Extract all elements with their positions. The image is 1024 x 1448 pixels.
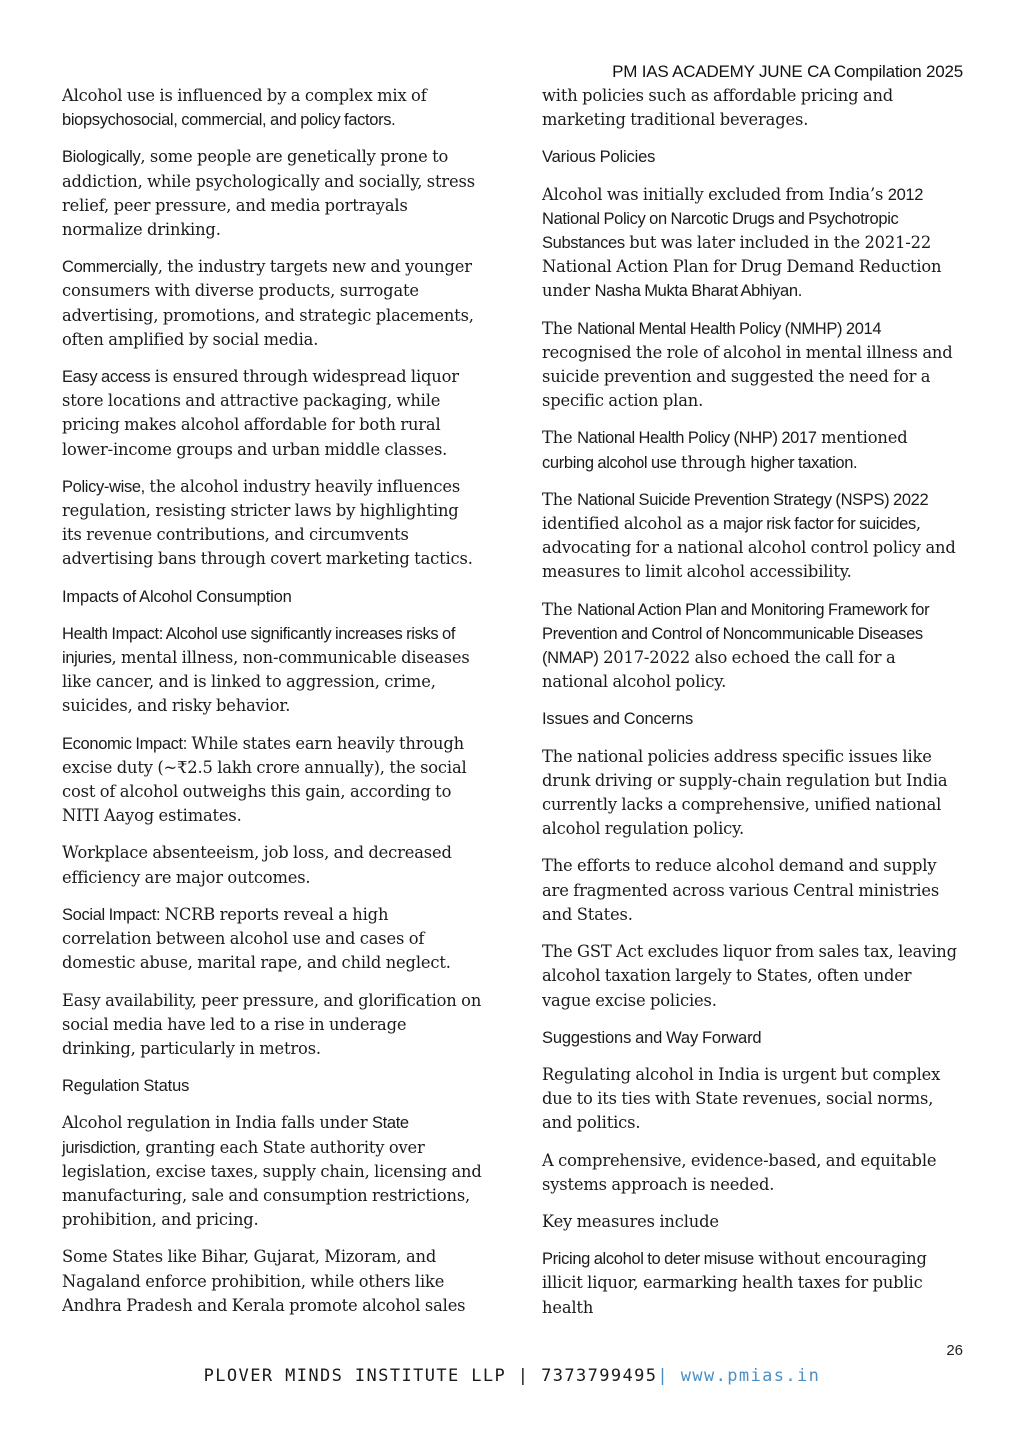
various-policies-heading: Various Policies (542, 148, 656, 167)
continuation-paragraph: with policies such as affordable pricing and marketing traditional beverages. (542, 86, 894, 130)
footer-separator: | (657, 1366, 681, 1386)
right-column (542, 84, 962, 1333)
issues-paragraph-3: The GST Act excludes liquor from sales tax, leaving alcohol taxation largely to States, often under vague excise policies. (542, 942, 957, 1010)
issues-paragraph-2: The efforts to reduce alcohol demand and supply are fragmented across various Central ministries and States. (542, 856, 940, 924)
footer-institute: PLOVER MINDS INSTITUTE LLP | 7373799495 (203, 1366, 658, 1386)
regulation-heading: Regulation Status (62, 1077, 190, 1096)
economic-impact-paragraph: Economic Impact: While states earn heavily through excise duty (~₹2.5 lakh crore annually), the social cost of alcohol outweighs this gain, according to NITI Aayog estimates. (62, 733, 467, 826)
suggestions-paragraph-3: Key measures include (542, 1211, 719, 1231)
regulation-paragraph: Alcohol regulation in India falls under State jurisdiction, granting each State authority over legislation, excise taxes, supply chain, licensing and manufacturing, sale and consumption restrictions, prohibition, and pricing. (62, 1113, 482, 1230)
policy-wise-paragraph: Policy-wise, the alcohol industry heavily influences regulation, resisting stricter laws by highlighting its revenue contributions, and circumvents advertising bans through covert marketing tactics. (62, 476, 473, 569)
workplace-paragraph: Workplace absenteeism, job loss, and decreased efficiency are major outcomes. (62, 843, 452, 887)
suggestions-paragraph-2: A comprehensive, evidence-based, and equitable systems approach is needed. (542, 1150, 937, 1194)
easy-access-paragraph: Easy access is ensured through widespread liquor store locations and attractive packaging, while pricing makes alcohol affordable for both rural lower-income groups and urban middle classes. (62, 367, 459, 459)
page-footer (0, 1366, 1024, 1386)
social-impact-paragraph: Social Impact: NCRB reports reveal a high correlation between alcohol use and cases of domestic abuse, marital rape, and child neglect. (62, 904, 451, 973)
pricing-paragraph: Pricing alcohol to deter misuse without encouraging illicit liquor, earmarking health taxes for public health (542, 1249, 927, 1317)
left-column (62, 84, 482, 1331)
suggestions-heading: Suggestions and Way Forward (542, 1028, 762, 1047)
suggestions-paragraph-1: Regulating alcohol in India is urgent but complex due to its ties with State revenues, social norms, and politics. (542, 1064, 941, 1133)
nsps-paragraph: The National Suicide Prevention Strategy (NSPS) 2022 identified alcohol as a major risk factor for suicides, advocating for a national alcohol control policy and measures to limit alcohol accessibility. (542, 489, 956, 582)
biological-paragraph: Biologically, some people are genetically prone to addiction, while psychologically and socially, stress relief, peer pressure, and media portrayals normalize drinking. (62, 147, 475, 240)
commercial-paragraph: Commercially, the industry targets new and younger consumers with diverse products, surrogate advertising, promotions, and strategic placements, often amplified by social media. (62, 257, 474, 349)
easy-availability-paragraph: Easy availability, peer pressure, and glorification on social media have led to a rise in underage drinking, particularly in metros. (62, 990, 482, 1058)
footer-website-link[interactable]: www.pmias.in (680, 1366, 821, 1386)
issues-paragraph-1: The national policies address specific issues like drunk driving or supply-chain regulation but India currently lacks a comprehensive, unified national alcohol regulation policy. (542, 746, 948, 839)
page-number: 26 (946, 1342, 963, 1359)
page-header-title: PM IAS ACADEMY JUNE CA Compilation 2025 (612, 62, 963, 81)
states-paragraph: Some States like Bihar, Gujarat, Mizoram, and Nagaland enforce prohibition, while others like Andhra Pradesh and Kerala promote alcohol sales (62, 1247, 466, 1315)
impacts-heading: Impacts of Alcohol Consumption (62, 587, 292, 606)
intro-paragraph: Alcohol use is influenced by a complex mix of biopsychosocial, commercial, and policy factors. (62, 86, 427, 130)
nmhp-paragraph: The National Mental Health Policy (NMHP) 2014 recognised the role of alcohol in mental illness and suicide prevention and suggested the need for a specific action plan. (542, 318, 953, 411)
nmap-paragraph: The National Action Plan and Monitoring Framework for Prevention and Control of Noncommunicable Diseases (NMAP) 2017-2022 also echoed the call for a national alcohol policy. (542, 599, 930, 692)
issues-heading: Issues and Concerns (542, 710, 694, 729)
ndps-paragraph: Alcohol was initially excluded from India’s 2012 National Policy on Narcotic Drugs and Psychotropic Substances but was later included in the 2021-22 National Action Plan for Drug Demand Reduction under Nasha Mukta Bharat Abhiyan. (542, 184, 942, 301)
health-impact-paragraph: Health Impact: Alcohol use significantly increases risks of injuries, mental illness, non-communicable diseases like cancer, and is linked to aggression, crime, suicides, and risky behavior. (62, 624, 470, 716)
nhp-paragraph: The National Health Policy (NHP) 2017 mentioned curbing alcohol use through higher taxation. (542, 428, 908, 472)
